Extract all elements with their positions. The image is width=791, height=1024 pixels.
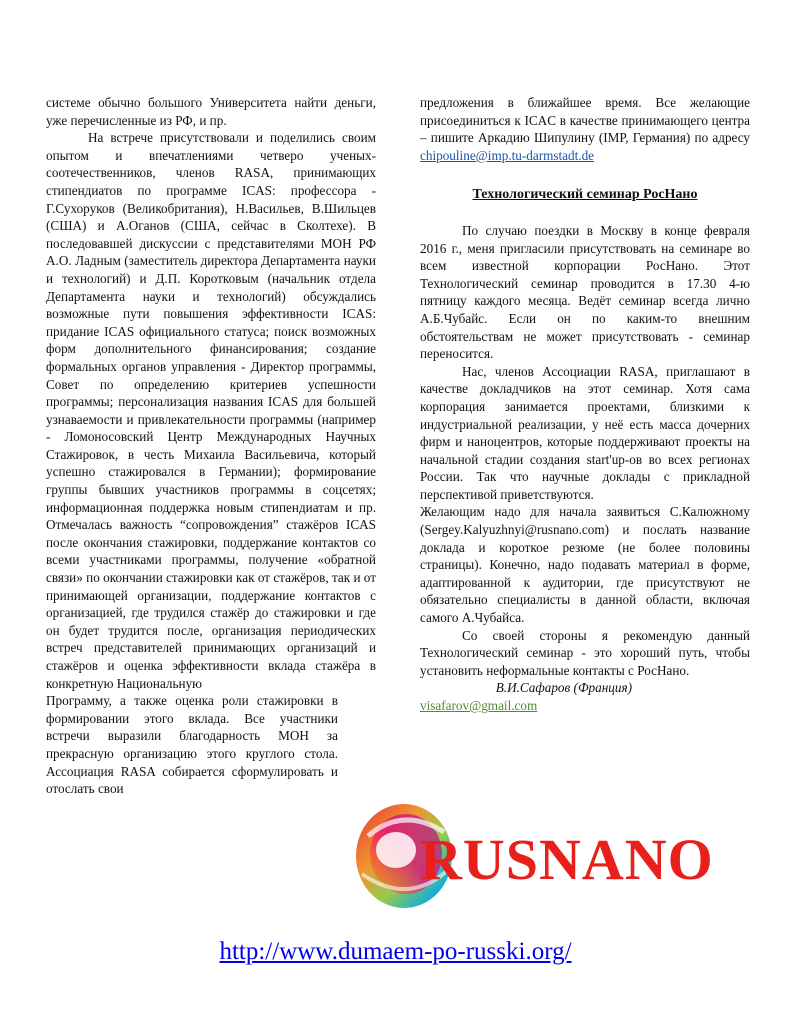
left-paragraph-1: системе обычно большого Университета найти деньги, уже перечисленные из РФ, и пр. (46, 95, 376, 128)
contact-email-link[interactable]: chipouline@imp.tu-darmstadt.de (420, 147, 595, 163)
right-intro (420, 94, 750, 164)
seminar-paragraph-4: Со своей стороны я рекомендую данный Технологический семинар - это хороший путь, чтобы установить неформальные контакты с РосНано. (420, 627, 750, 678)
right-intro-text: предложения в ближайшее время. Все желающие присоединиться к ICAC в качестве принимающего центра – пишите Аркадию Шипулину (IMP, Германия) по адресу (420, 95, 750, 146)
right-column (420, 94, 750, 715)
left-paragraph-2-continued: Программу, а также оценка роли стажировки в формировании этого вклада. Все участники встречи выразили благодарность МОН за прекрасную организацию этого круглого стола. Ассоциация RASA собирается сформулировать и отослать свои (46, 693, 338, 797)
author-email-row (420, 697, 750, 715)
footer-url (0, 938, 791, 966)
site-link[interactable]: http://www.dumaem-po-russki.org/ (219, 938, 572, 965)
left-column (46, 94, 376, 798)
left-paragraph-2: На встрече присутствовали и поделились своим опытом и впечатлениями четверо ученых-соотечественников, членов RASA, принимающих стипендиатов по программе ICAS: профессора - Г.Сухоруков (Великобритания), Н.Васильев, В.Шильцев (США) и А.Оганов (США, сейчас в Сколтехе). В последовавшей дискуссии с представителями МОН РФ А.О. Ладным (заместитель директора Департамента науки и технологий) и Д.П. Коротковым (начальник отдела Департамента науки и технологий) обсуждались возможные пути повышения эффективности ICAS: придание ICAS официального статуса; поиск возможных форм дополнительного финансирования; создание формальных органов управления - Директор программы, Совет по определению критериев успешности программы; персонализация названия ICAS для большей узнаваемости и привлекательности программы (например - Ломоносовский Центр Международных Научных Стажировок, в честь Михаила Васильевича, который успешно стажировался в Германии); формирование группы бывших участников программы в соцсетях; информационная поддержка новым стипендиатам и пр. Отмечалась важность “сопровождения” стажёров ICAS после окончания стажировки, поддержание контактов со всеми участниками программы, получение «обратной связи» по окончании стажировки как от стажёров, так и от принимающей организации, поддержание контактов с организацией, где трудился стажёр до стажировки и где он будет трудится после, организация периодических встреч представителей принимающих организаций и стажёров и оценка эффективности вклада стажёра в конкретную Национальную (46, 130, 376, 691)
seminar-paragraph-2: Нас, членов Ассоциации RASA, приглашают в качестве докладчиков на этот семинар. Хотя сама корпорация занимается проектами, близкими к индустриальной реализации, у неё есть масса дочерних фирм и наноцентров, которые поддерживают проекты на начальной стадии создания start'up-ов во всех регионах России. Так что научные доклады с прикладной перспективой приветствуются. (420, 363, 750, 502)
author-email-link[interactable]: visafarov@gmail.com (420, 698, 538, 713)
seminar-paragraph-3: Желающим надо для начала заявиться С.Калюжному (Sergey.Kalyuzhnyi@rusnano.com) и послать название доклада и короткое резюме (не более половины страницы). Конечно, надо подавать материал в форме, адаптированной к аудитории, где присутствуют не обязательно специалисты в данной области, включая самого А.Чубайса. (420, 504, 750, 626)
seminar-paragraph-1: По случаю поездки в Москву в конце февраля 2016 г., меня пригласили присутствовать на семинаре во всем известной корпорации РосНано. Этот Технологический семинар проводится в 17.30 4-ю пятницу каждого месяца. Ведёт семинар всегда лично А.Б.Чубайс. Если он по каким-то внешним обстоятельствам не может присутствовать - семинар переносится. (420, 222, 750, 362)
seminar-title: Технологический семинар РосНано (472, 187, 698, 203)
author-signature: В.И.Сафаров (Франция) (495, 680, 632, 696)
rusnano-logo-text: RUSNANO (420, 827, 714, 892)
